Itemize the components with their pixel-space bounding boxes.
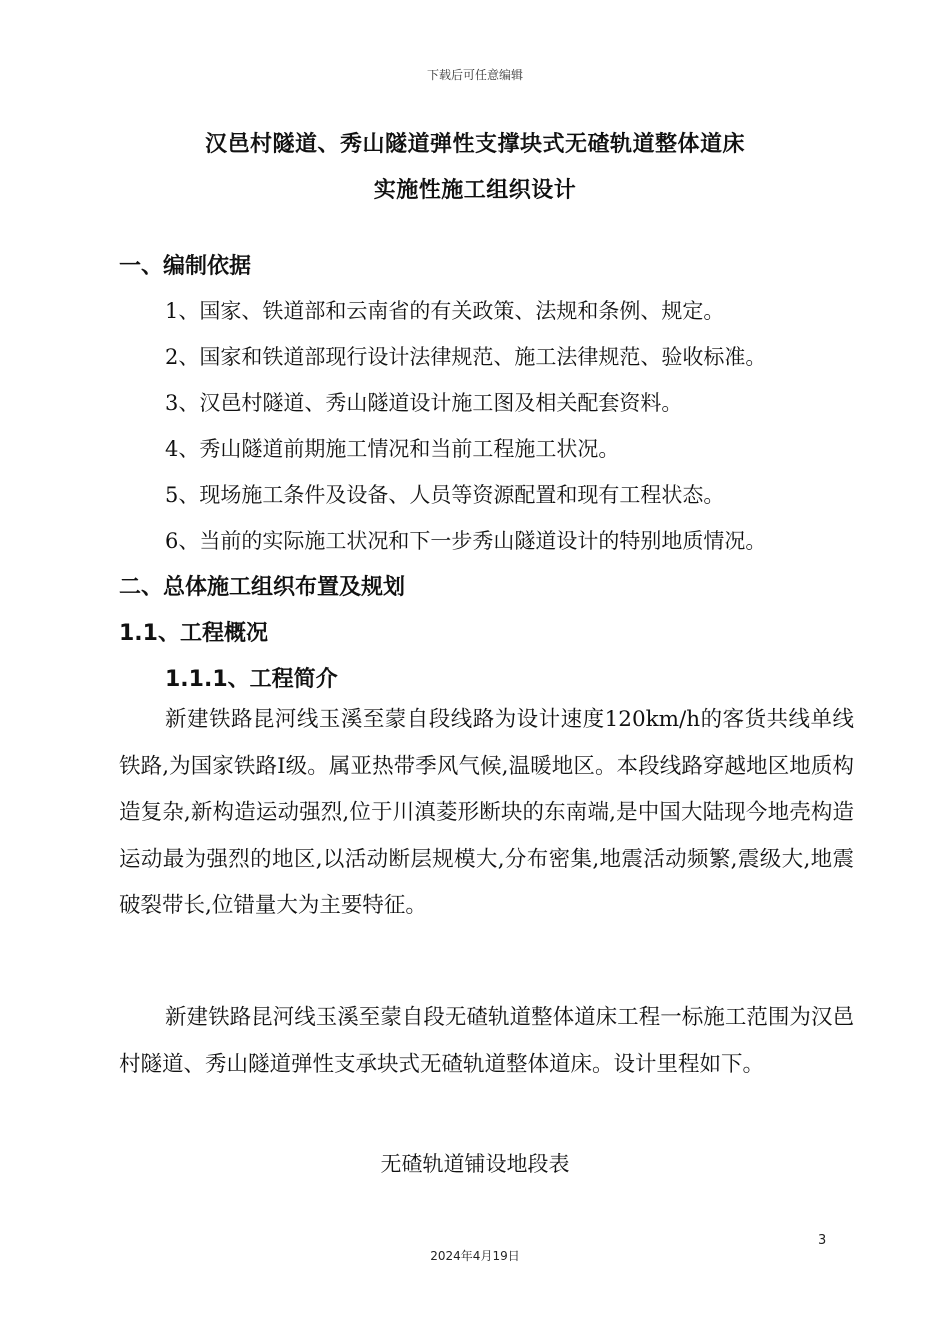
document-title: 汉邑村隧道、秀山隧道弹性支撑块式无碴轨道整体道床 xyxy=(204,132,745,157)
basis-item-1: 1、国家、铁道部和云南省的有关政策、法规和条例、规定。 xyxy=(165,299,725,323)
intro-paragraph: 新建铁路昆河线玉溪至蒙自段线路为设计速度120km/h的客货共线单线铁路,为国家铁路Ⅰ级。属亚热带季风气候,温暖地区。本段线路穿越地区地质构造复杂,新构造运动强烈,位于川滇菱形断块的东南端,是中国大陆现今地壳构造运动最为强烈的地区,以活动断层规模大,分布密集,地震活动频繁,震级大,地震破裂带长,位错量大为主要特征。 xyxy=(119,707,854,918)
scope-paragraph: 新建铁路昆河线玉溪至蒙自段无碴轨道整体道床工程一标施工范围为汉邑村隧道、秀山隧道弹性支承块式无碴轨道整体道床。设计里程如下。 xyxy=(119,1005,854,1077)
section-heading-organization: 二、总体施工组织布置及规划 xyxy=(119,575,406,600)
basis-item-2: 2、国家和铁道部现行设计法律规范、施工法律规范、验收标准。 xyxy=(165,345,767,369)
basis-item-5: 5、现场施工条件及设备、人员等资源配置和现有工程状态。 xyxy=(165,483,725,507)
page-header: 下载后可任意编辑 xyxy=(426,68,523,82)
basis-item-3: 3、汉邑村隧道、秀山隧道设计施工图及相关配套资料。 xyxy=(165,391,683,415)
subsection-heading-overview: 1.1、工程概况 xyxy=(119,621,268,646)
basis-item-4: 4、秀山隧道前期施工情况和当前工程施工状况。 xyxy=(165,437,620,461)
section-heading-basis: 一、编制依据 xyxy=(119,254,252,279)
subsubsection-heading-intro: 1.1.1、工程简介 xyxy=(165,667,338,692)
page-number: 3 xyxy=(818,1233,827,1248)
basis-item-6: 6、当前的实际施工状况和下一步秀山隧道设计的特别地质情况。 xyxy=(165,529,767,553)
document-subtitle: 实施性施工组织设计 xyxy=(373,178,577,203)
table-caption: 无碴轨道铺设地段表 xyxy=(380,1152,570,1176)
footer-date: 2024年4月19日 xyxy=(430,1249,520,1263)
